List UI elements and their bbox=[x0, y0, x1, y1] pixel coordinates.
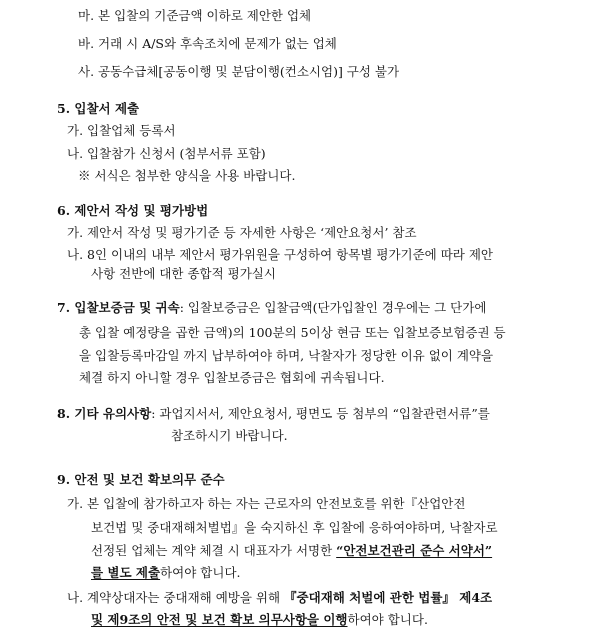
section-6-title: 6. 제안서 작성 및 평가방법 bbox=[57, 203, 209, 218]
section-9-title: 9. 안전 및 보건 확보의무 준수 bbox=[57, 472, 225, 487]
s9-ga-line2: 보건법 및 중대재해처벌법』을 숙지하신 후 입찰에 응하여야하며, 낙찰자로 bbox=[91, 520, 498, 535]
s9-ga-line1: 가. 본 입찰에 참가하고자 하는 자는 근로자의 안전보호를 위한『산업안전 bbox=[67, 496, 466, 511]
s9-na-line1 bbox=[67, 592, 492, 605]
s6-item-na-line2: 사항 전반에 대한 종합적 평가실시 bbox=[91, 266, 276, 281]
s9-na-line1-text: 나. 계약상대자는 중대재해 예방을 위해 bbox=[67, 590, 285, 605]
item-ma: 마. 본 입찰의 기준금액 이하로 제안한 업체 bbox=[78, 8, 312, 23]
s9-na-line2 bbox=[91, 614, 428, 627]
s7-line1 bbox=[57, 302, 486, 315]
section-7-title: 7. 입찰보증금 및 귀속 bbox=[57, 300, 180, 315]
safety-pledge-emphasis: “안전보건관리 준수 서약서” bbox=[336, 543, 493, 558]
section-5-title: 5. 입찰서 제출 bbox=[57, 101, 140, 116]
s9-ga-line4 bbox=[91, 567, 241, 580]
item-ba: 바. 거래 시 A/S와 후속조치에 문제가 없는 업체 bbox=[78, 36, 337, 51]
s9-na-line2-text: 하여야 합니다. bbox=[347, 612, 428, 627]
s7-line1-text: : 입찰보증금은 입찰금액(단가입찰인 경우에는 그 단가에 bbox=[179, 300, 487, 315]
s8-line2: 참조하시기 바랍니다. bbox=[171, 428, 288, 443]
s8-line1-text: : 과업지서서, 제안요청서, 평면도 등 첨부의 “입찰관련서류”를 bbox=[151, 406, 490, 421]
s6-item-ga: 가. 제안서 작성 및 평가기준 등 자세한 사항은 ‘제안요청서’ 참조 bbox=[67, 225, 417, 240]
s7-line3: 을 입찰등록마감일 까지 납부하여야 하며, 낙찰자가 정당한 이유 없이 계약을 bbox=[79, 348, 494, 363]
serious-accident-law-emphasis: 『중대재해 처벌에 관한 법률』 제4조 bbox=[284, 590, 493, 605]
s5-note: ※ 서식은 첨부한 양식을 사용 바랍니다. bbox=[78, 168, 296, 183]
s6-item-na-line1: 나. 8인 이내의 내부 제안서 평가위원을 구성하여 항목별 평가기준에 따라 제안 bbox=[67, 247, 493, 262]
safety-duty-emphasis: 및 제9조의 안전 및 보건 확보 의무사항을 이행 bbox=[91, 612, 348, 627]
item-sa: 사. 공동수급체[공동이행 및 분담이행(컨소시엄)] 구성 불가 bbox=[78, 64, 400, 79]
s9-ga-line3-text: 선정된 업체는 계약 체결 시 대표자가 서명한 bbox=[91, 543, 337, 558]
s9-ga-line4-text: 하여야 합니다. bbox=[160, 565, 241, 580]
s5-item-ga: 가. 입찰업체 등록서 bbox=[67, 123, 176, 138]
s9-ga-line3 bbox=[91, 545, 492, 558]
s7-line2: 총 입찰 예정량을 곱한 금액)의 100분의 5이상 현금 또는 입찰보증보험증권 등 bbox=[79, 325, 506, 340]
s5-item-na: 나. 입찰참가 신청서 (첨부서류 포함) bbox=[67, 146, 266, 161]
section-8-title: 8. 기타 유의사항 bbox=[57, 406, 152, 421]
s7-line4: 체결 하지 아니할 경우 입찰보증금은 협회에 귀속됩니다. bbox=[79, 370, 385, 385]
separate-submission-emphasis: 를 별도 제출 bbox=[91, 565, 161, 580]
s8-line1 bbox=[57, 408, 490, 421]
